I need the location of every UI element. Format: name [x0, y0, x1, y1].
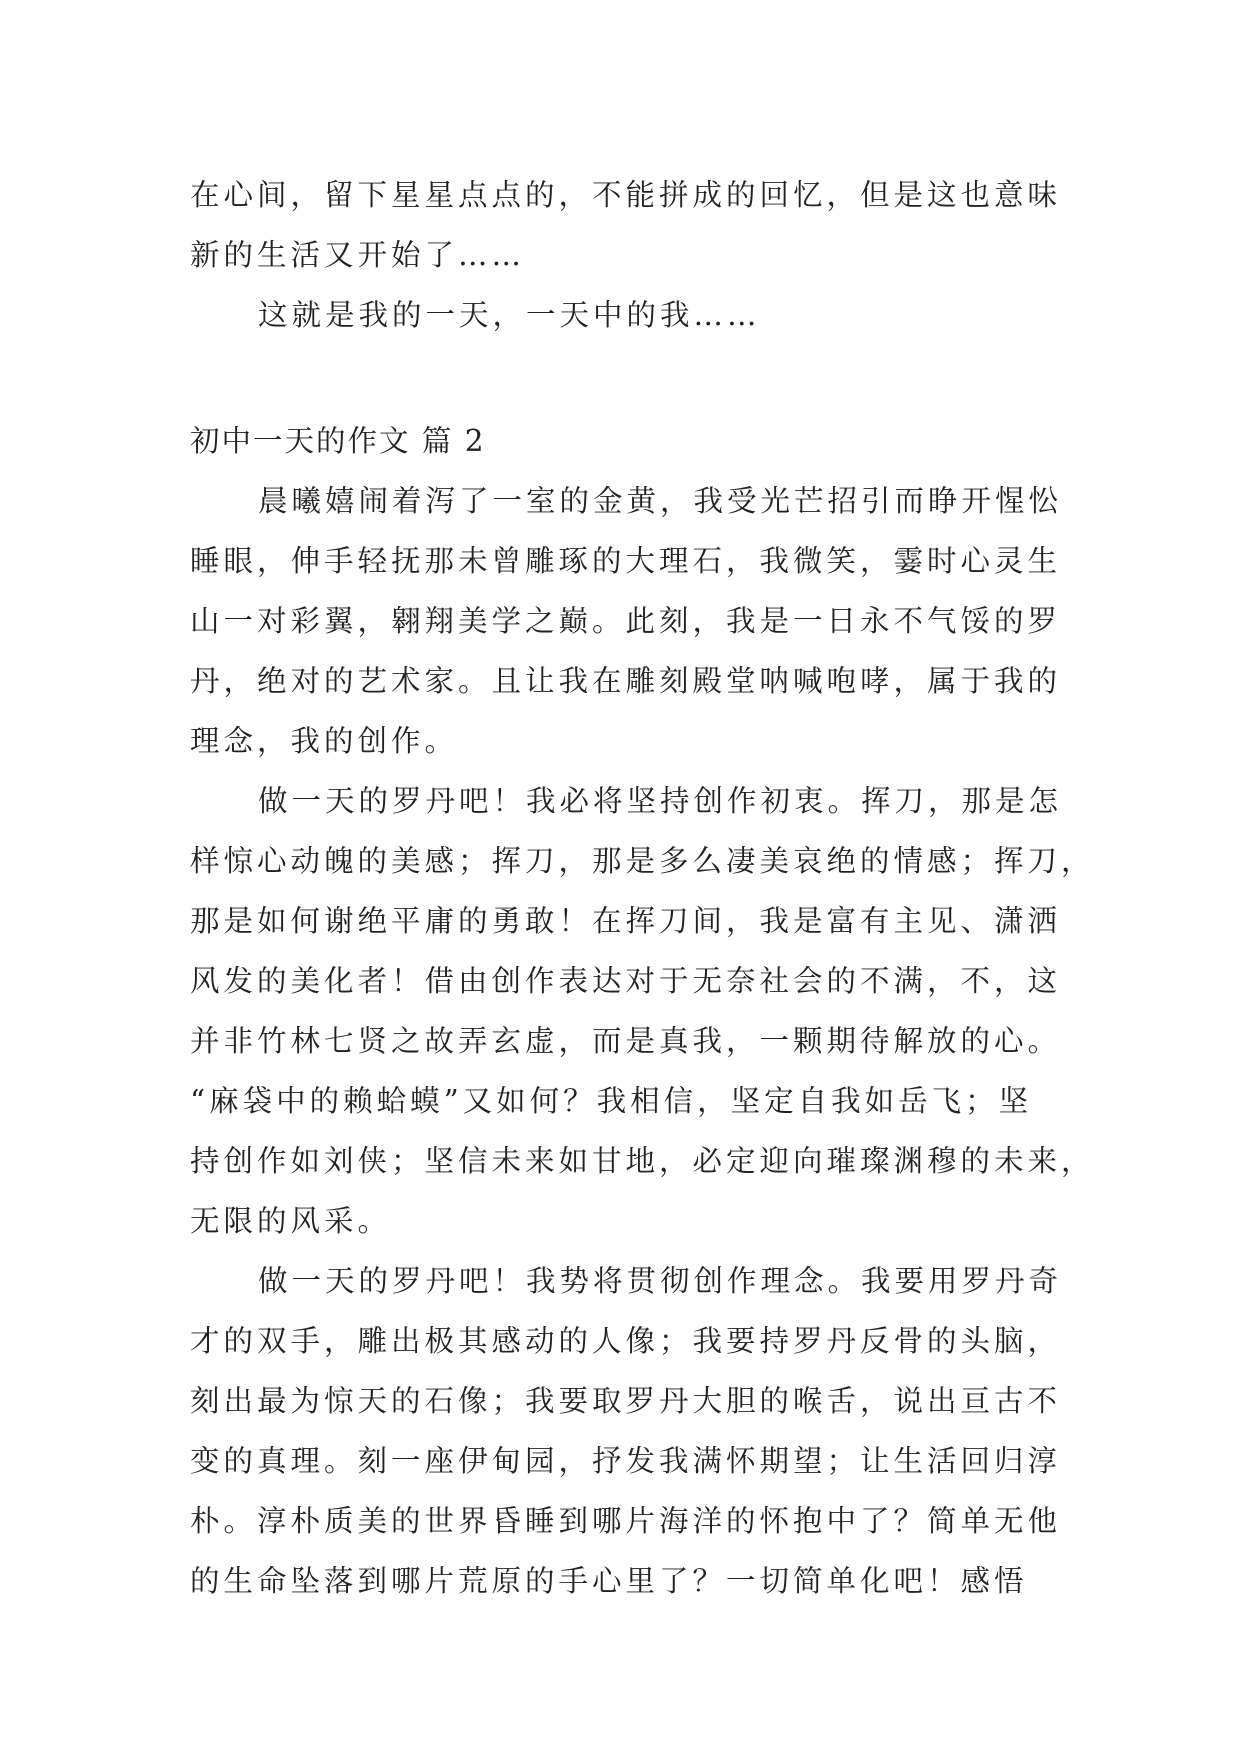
paragraph-2	[190, 771, 1095, 1251]
text-line: 才的双手，雕出极其感动的人像；我要持罗丹反骨的头脑，	[190, 1324, 1062, 1358]
document-body	[190, 165, 1095, 1611]
text-line: 睡眼，伸手轻抚那未曾雕琢的大理石，我微笑，霎时心灵生	[190, 544, 1062, 578]
text-line: 新的生活又开始了……	[190, 238, 526, 272]
paragraph-1	[190, 471, 1063, 771]
text-line: 样惊心动魄的美感；挥刀，那是多么凄美哀绝的情感；挥刀，	[190, 844, 1095, 878]
paragraph-3	[190, 1251, 1063, 1611]
text-line: 做一天的罗丹吧！我势将贯彻创作理念。我要用罗丹奇	[258, 1264, 1063, 1298]
text-line: 晨曦嬉闹着泻了一室的金黄，我受光芒招引而睁开惺忪	[258, 484, 1063, 518]
text-line: 山一对彩翼，翱翔美学之巅。此刻，我是一日永不气馁的罗	[190, 604, 1062, 638]
text-line: 风发的美化者！借由创作表达对于无奈社会的不满，不，这	[190, 964, 1062, 998]
text-line: 在心间，留下星星点点的，不能拼成的回忆，但是这也意味	[190, 178, 1062, 212]
text-line: 的生命坠落到哪片荒原的手心里了？一切简单化吧！感悟	[190, 1564, 1028, 1598]
text-line: 丹，绝对的艺术家。且让我在雕刻殿堂呐喊咆哮，属于我的	[190, 664, 1062, 698]
section-spacer	[190, 345, 1052, 411]
text-line: “麻袋中的赖蛤蟆”又如何？我相信，坚定自我如岳飞；坚	[190, 1084, 1033, 1118]
text-line: 朴。淳朴质美的世界昏睡到哪片海洋的怀抱中了？简单无他	[190, 1504, 1062, 1538]
text-line: 理念，我的创作。	[190, 724, 459, 758]
section-title: 初中一天的作文 篇 2	[190, 424, 486, 458]
text-line: 并非竹林七贤之故弄玄虚，而是真我，一颗期待解放的心。	[190, 1024, 1062, 1058]
text-line: 无限的风采。	[190, 1204, 392, 1238]
text-line: 做一天的罗丹吧！我必将坚持创作初衷。挥刀，那是怎	[258, 784, 1063, 818]
text-line: 持创作如刘侠；坚信未来如甘地，必定迎向璀璨渊穆的未来，	[190, 1144, 1095, 1178]
closing-line: 这就是我的一天，一天中的我……	[258, 298, 761, 332]
text-line: 那是如何谢绝平庸的勇敢！在挥刀间，我是富有主见、潇洒	[190, 904, 1062, 938]
text-line: 刻出最为惊天的石像；我要取罗丹大胆的喉舌，说出亘古不	[190, 1384, 1062, 1418]
text-line: 变的真理。刻一座伊甸园，抒发我满怀期望；让生活回归淳	[190, 1444, 1062, 1478]
